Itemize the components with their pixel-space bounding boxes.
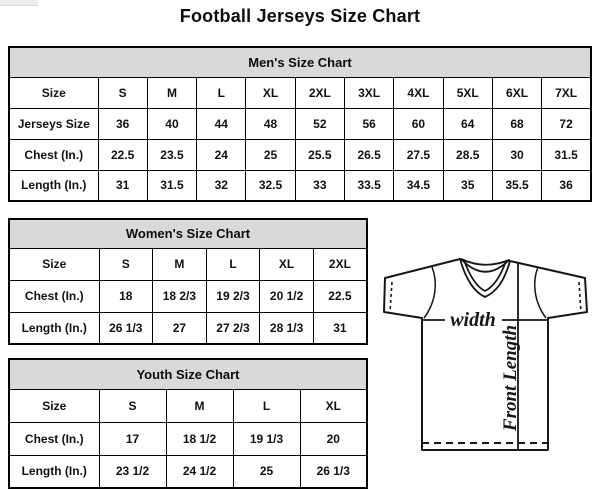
value-cell: XL: [300, 389, 367, 422]
value-cell: 22.5: [98, 139, 147, 170]
value-cell: 19 2/3: [206, 280, 260, 312]
value-cell: 25: [233, 455, 300, 488]
value-cell: 20 1/2: [260, 280, 314, 312]
table-row: [9, 422, 367, 455]
row-label-cell: Size: [9, 389, 99, 422]
table-row: [9, 108, 591, 139]
value-cell: 23.5: [147, 139, 196, 170]
row-label-cell: Chest (In.): [9, 139, 98, 170]
table-title: Men's Size Chart: [9, 47, 591, 77]
value-cell: 60: [394, 108, 443, 139]
value-cell: XL: [260, 248, 314, 280]
value-cell: 44: [197, 108, 246, 139]
value-cell: 26 1/3: [300, 455, 367, 488]
value-cell: 25: [246, 139, 295, 170]
value-cell: 36: [542, 170, 591, 201]
row-label-cell: Size: [9, 248, 99, 280]
table-row: [9, 77, 591, 108]
value-cell: M: [166, 389, 233, 422]
value-cell: 26 1/3: [99, 312, 153, 344]
width-label: width: [450, 309, 496, 331]
value-cell: L: [197, 77, 246, 108]
table-row: [9, 280, 367, 312]
page-title: Football Jerseys Size Chart: [179, 6, 421, 26]
value-cell: 72: [542, 108, 591, 139]
value-cell: 40: [147, 108, 196, 139]
value-cell: 2XL: [313, 248, 367, 280]
value-cell: 20: [300, 422, 367, 455]
value-cell: XL: [246, 77, 295, 108]
row-label-cell: Jerseys Size: [9, 108, 98, 139]
table-header-row: [9, 219, 367, 248]
row-label-cell: Length (In.): [9, 170, 98, 201]
value-cell: 3XL: [344, 77, 393, 108]
value-cell: 56: [344, 108, 393, 139]
womens-size-chart-table: [8, 218, 368, 345]
value-cell: 48: [246, 108, 295, 139]
row-label-cell: Length (In.): [9, 455, 99, 488]
value-cell: 28.5: [443, 139, 492, 170]
mens-size-chart-table: [8, 46, 592, 202]
table-row: [9, 312, 367, 344]
value-cell: 35.5: [492, 170, 541, 201]
value-cell: 5XL: [443, 77, 492, 108]
table-row: [9, 455, 367, 488]
table-row: [9, 139, 591, 170]
value-cell: 35: [443, 170, 492, 201]
table-title: Youth Size Chart: [9, 359, 367, 389]
value-cell: 32.5: [246, 170, 295, 201]
value-cell: L: [206, 248, 260, 280]
value-cell: 27.5: [394, 139, 443, 170]
value-cell: S: [98, 77, 147, 108]
value-cell: S: [99, 389, 166, 422]
value-cell: 31.5: [147, 170, 196, 201]
value-cell: 36: [98, 108, 147, 139]
value-cell: 18: [99, 280, 153, 312]
jersey-measurement-diagram: [373, 238, 600, 453]
value-cell: 30: [492, 139, 541, 170]
jersey-outline: [384, 259, 587, 450]
value-cell: L: [233, 389, 300, 422]
value-cell: 19 1/3: [233, 422, 300, 455]
value-cell: 17: [99, 422, 166, 455]
value-cell: 26.5: [344, 139, 393, 170]
row-label-cell: Length (In.): [9, 312, 99, 344]
value-cell: 34.5: [394, 170, 443, 201]
row-label-cell: Chest (In.): [9, 422, 99, 455]
row-label-cell: Size: [9, 77, 98, 108]
table-row: [9, 248, 367, 280]
table-header-row: [9, 47, 591, 77]
value-cell: 27 2/3: [206, 312, 260, 344]
value-cell: M: [153, 248, 207, 280]
value-cell: 7XL: [542, 77, 591, 108]
table-row: [9, 170, 591, 201]
table-title: Women's Size Chart: [9, 219, 367, 248]
value-cell: 28 1/3: [260, 312, 314, 344]
value-cell: 22.5: [313, 280, 367, 312]
value-cell: 68: [492, 108, 541, 139]
value-cell: 33: [295, 170, 344, 201]
value-cell: 33.5: [344, 170, 393, 201]
value-cell: 31.5: [542, 139, 591, 170]
value-cell: 27: [153, 312, 207, 344]
value-cell: 18 1/2: [166, 422, 233, 455]
value-cell: 52: [295, 108, 344, 139]
value-cell: 31: [98, 170, 147, 201]
value-cell: 32: [197, 170, 246, 201]
youth-size-chart-table: [8, 358, 368, 489]
value-cell: 24 1/2: [166, 455, 233, 488]
value-cell: 2XL: [295, 77, 344, 108]
value-cell: 25.5: [295, 139, 344, 170]
value-cell: 31: [313, 312, 367, 344]
value-cell: S: [99, 248, 153, 280]
value-cell: 24: [197, 139, 246, 170]
value-cell: 23 1/2: [99, 455, 166, 488]
front-length-label: Front Length: [500, 324, 521, 432]
value-cell: 64: [443, 108, 492, 139]
value-cell: M: [147, 77, 196, 108]
row-label-cell: Chest (In.): [9, 280, 99, 312]
value-cell: 4XL: [394, 77, 443, 108]
table-row: [9, 389, 367, 422]
table-header-row: [9, 359, 367, 389]
value-cell: 18 2/3: [153, 280, 207, 312]
value-cell: 6XL: [492, 77, 541, 108]
